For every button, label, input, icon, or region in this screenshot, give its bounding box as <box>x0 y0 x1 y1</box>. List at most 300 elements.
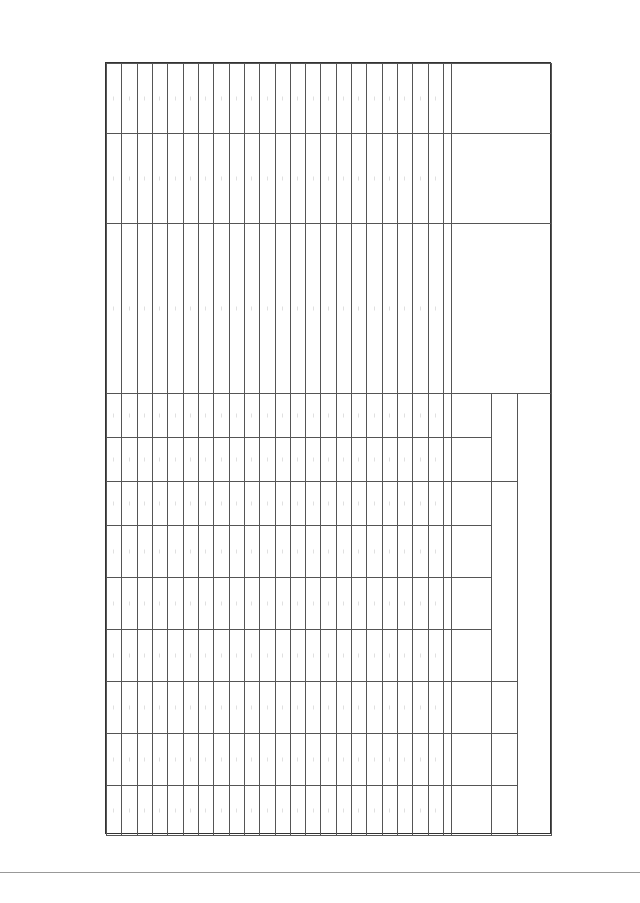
status-cell <box>168 64 183 134</box>
empty-cell-dash: — <box>250 176 256 181</box>
value-cell <box>260 786 275 836</box>
empty-cell-dash: — <box>280 757 286 762</box>
empty-cell-dash: — <box>296 601 302 606</box>
empty-cell-dash: — <box>173 457 179 462</box>
empty-cell-dash: — <box>143 501 149 506</box>
empty-cell-dash: — <box>189 808 195 813</box>
value-cell <box>260 682 275 734</box>
empty-cell-dash: — <box>143 808 149 813</box>
value-cell <box>306 630 321 682</box>
column-number <box>444 682 452 734</box>
table-row <box>352 64 367 836</box>
empty-cell-dash: — <box>143 413 149 418</box>
value-cell <box>413 682 428 734</box>
column-number <box>444 734 452 786</box>
empty-cell-dash: — <box>143 601 149 606</box>
value-cell <box>382 482 397 526</box>
empty-cell-dash: — <box>280 457 286 462</box>
empty-cell-dash: — <box>219 757 225 762</box>
empty-cell-dash: — <box>372 176 378 181</box>
program-cell <box>183 134 198 224</box>
table-row <box>382 64 397 836</box>
value-cell <box>183 578 198 630</box>
value-cell <box>382 438 397 482</box>
empty-cell-dash: — <box>250 457 256 462</box>
empty-cell-dash: — <box>388 705 394 710</box>
empty-cell-dash: — <box>418 601 424 606</box>
item-cell <box>199 224 214 394</box>
empty-cell-dash: — <box>112 176 118 181</box>
status-cell <box>352 64 367 134</box>
empty-cell-dash: — <box>219 705 225 710</box>
empty-cell-dash: — <box>112 413 118 418</box>
program-cell <box>413 134 428 224</box>
empty-cell-dash: — <box>143 96 149 101</box>
value-cell <box>336 630 351 682</box>
empty-cell-dash: — <box>265 549 271 554</box>
value-cell <box>229 630 244 682</box>
empty-cell-dash: — <box>265 413 271 418</box>
item-cell <box>382 224 397 394</box>
value-cell <box>306 394 321 438</box>
value-cell <box>428 578 443 630</box>
empty-cell-dash: — <box>219 96 225 101</box>
program-cell <box>199 134 214 224</box>
value-cell <box>183 394 198 438</box>
value-cell <box>107 682 122 734</box>
empty-cell-dash: — <box>326 96 332 101</box>
item-cell <box>306 224 321 394</box>
empty-cell-dash: — <box>204 306 210 311</box>
table-row <box>199 64 214 836</box>
value-cell <box>290 786 305 836</box>
empty-cell-dash: — <box>250 705 256 710</box>
value-cell <box>153 438 168 482</box>
item-cell <box>275 224 290 394</box>
value-cell <box>153 786 168 836</box>
value-cell <box>321 734 336 786</box>
header-sub-6 <box>452 630 492 682</box>
empty-cell-dash: — <box>173 306 179 311</box>
value-cell <box>321 682 336 734</box>
budget-table-rotated <box>106 63 552 835</box>
empty-cell-dash: — <box>219 413 225 418</box>
empty-cell-dash: — <box>403 601 409 606</box>
empty-cell-dash: — <box>403 501 409 506</box>
empty-cell-dash: — <box>219 457 225 462</box>
empty-cell-dash: — <box>219 549 225 554</box>
value-cell <box>199 438 214 482</box>
empty-cell-dash: — <box>296 808 302 813</box>
value-cell <box>352 438 367 482</box>
value-cell <box>352 482 367 526</box>
empty-cell-dash: — <box>112 601 118 606</box>
empty-cell-dash: — <box>418 705 424 710</box>
empty-cell-dash: — <box>326 601 332 606</box>
empty-cell-dash: — <box>357 413 363 418</box>
empty-cell-dash: — <box>250 501 256 506</box>
empty-cell-dash: — <box>388 757 394 762</box>
empty-cell-dash: — <box>280 653 286 658</box>
empty-cell-dash: — <box>311 501 317 506</box>
empty-cell-dash: — <box>342 501 348 506</box>
status-cell <box>260 64 275 134</box>
status-cell <box>321 64 336 134</box>
empty-cell-dash: — <box>143 757 149 762</box>
value-cell <box>214 682 229 734</box>
empty-cell-dash: — <box>434 457 440 462</box>
empty-cell-dash: — <box>388 601 394 606</box>
empty-cell-dash: — <box>158 549 164 554</box>
value-cell <box>367 630 382 682</box>
item-cell <box>367 224 382 394</box>
value-cell <box>321 526 336 578</box>
value-cell <box>168 438 183 482</box>
value-cell <box>229 438 244 482</box>
empty-cell-dash: — <box>204 501 210 506</box>
value-cell <box>352 578 367 630</box>
value-cell <box>413 734 428 786</box>
value-cell <box>183 482 198 526</box>
empty-cell-dash: — <box>280 306 286 311</box>
value-cell <box>122 394 137 438</box>
value-cell <box>122 682 137 734</box>
status-cell <box>183 64 198 134</box>
status-cell <box>290 64 305 134</box>
empty-cell-dash: — <box>173 757 179 762</box>
value-cell <box>382 578 397 630</box>
empty-cell-dash: — <box>372 601 378 606</box>
value-cell <box>367 734 382 786</box>
table-row <box>229 64 244 836</box>
empty-cell-dash: — <box>418 457 424 462</box>
empty-cell-dash: — <box>234 808 240 813</box>
header-sub-1 <box>452 394 492 438</box>
value-cell <box>290 482 305 526</box>
value-cell <box>352 734 367 786</box>
empty-cell-dash: — <box>265 601 271 606</box>
value-cell <box>306 734 321 786</box>
value-cell <box>275 734 290 786</box>
empty-cell-dash: — <box>250 413 256 418</box>
empty-cell-dash: — <box>311 413 317 418</box>
item-cell <box>321 224 336 394</box>
value-cell <box>336 482 351 526</box>
program-cell <box>382 134 397 224</box>
empty-cell-dash: — <box>127 601 133 606</box>
value-cell <box>398 578 413 630</box>
empty-cell-dash: — <box>219 808 225 813</box>
empty-cell-dash: — <box>204 176 210 181</box>
empty-cell-dash: — <box>372 757 378 762</box>
value-cell <box>428 482 443 526</box>
table-row <box>413 64 428 836</box>
program-cell <box>336 134 351 224</box>
table-row <box>168 64 183 836</box>
empty-cell-dash: — <box>204 705 210 710</box>
header-expenses <box>518 394 552 836</box>
empty-cell-dash: — <box>372 306 378 311</box>
header-sub-4 <box>452 526 492 578</box>
empty-cell-dash: — <box>372 653 378 658</box>
empty-cell-dash: — <box>372 413 378 418</box>
empty-cell-dash: — <box>311 306 317 311</box>
value-cell <box>306 438 321 482</box>
value-cell <box>214 394 229 438</box>
program-cell <box>352 134 367 224</box>
empty-cell-dash: — <box>127 96 133 101</box>
table-row <box>107 64 122 836</box>
empty-cell-dash: — <box>342 413 348 418</box>
empty-cell-dash: — <box>418 808 424 813</box>
footer-rule <box>0 872 640 873</box>
item-cell <box>428 224 443 394</box>
value-cell <box>137 526 152 578</box>
table-body <box>107 64 444 836</box>
empty-cell-dash: — <box>250 653 256 658</box>
empty-cell-dash: — <box>173 705 179 710</box>
empty-cell-dash: — <box>173 96 179 101</box>
empty-cell-dash: — <box>326 549 332 554</box>
empty-cell-dash: — <box>112 705 118 710</box>
table-row <box>367 64 382 836</box>
value-cell <box>290 630 305 682</box>
value-cell <box>413 438 428 482</box>
value-cell <box>122 526 137 578</box>
value-cell <box>153 734 168 786</box>
empty-cell-dash: — <box>388 653 394 658</box>
column-number <box>444 134 452 224</box>
status-cell <box>428 64 443 134</box>
empty-cell-dash: — <box>127 306 133 311</box>
program-cell <box>260 134 275 224</box>
empty-cell-dash: — <box>372 501 378 506</box>
empty-cell-dash: — <box>173 653 179 658</box>
value-cell <box>428 394 443 438</box>
value-cell <box>244 438 259 482</box>
value-cell <box>290 734 305 786</box>
empty-cell-dash: — <box>112 757 118 762</box>
empty-cell-dash: — <box>112 306 118 311</box>
empty-cell-dash: — <box>357 601 363 606</box>
empty-cell-dash: — <box>265 501 271 506</box>
empty-cell-dash: — <box>158 501 164 506</box>
item-cell <box>214 224 229 394</box>
header-sub-3 <box>452 482 492 526</box>
value-cell <box>275 526 290 578</box>
value-cell <box>413 786 428 836</box>
value-cell <box>229 526 244 578</box>
empty-cell-dash: — <box>388 808 394 813</box>
empty-cell-dash: — <box>434 96 440 101</box>
status-cell <box>306 64 321 134</box>
column-number <box>444 224 452 394</box>
value-cell <box>137 786 152 836</box>
empty-cell-dash: — <box>143 549 149 554</box>
value-cell <box>122 482 137 526</box>
empty-cell-dash: — <box>296 176 302 181</box>
empty-cell-dash: — <box>403 549 409 554</box>
value-cell <box>244 734 259 786</box>
empty-cell-dash: — <box>158 176 164 181</box>
empty-cell-dash: — <box>280 413 286 418</box>
value-cell <box>290 578 305 630</box>
value-cell <box>321 786 336 836</box>
table-row <box>214 64 229 836</box>
table-row <box>183 64 198 836</box>
empty-cell-dash: — <box>403 757 409 762</box>
value-cell <box>137 482 152 526</box>
empty-cell-dash: — <box>418 413 424 418</box>
value-cell <box>275 394 290 438</box>
value-cell <box>321 438 336 482</box>
empty-cell-dash: — <box>296 757 302 762</box>
empty-cell-dash: — <box>357 306 363 311</box>
value-cell <box>428 630 443 682</box>
empty-cell-dash: — <box>434 808 440 813</box>
value-cell <box>107 394 122 438</box>
empty-cell-dash: — <box>280 501 286 506</box>
empty-cell-dash: — <box>127 457 133 462</box>
budget-table-frame <box>105 62 551 834</box>
empty-cell-dash: — <box>173 549 179 554</box>
item-cell <box>398 224 413 394</box>
header-sub-7 <box>452 682 492 734</box>
item-cell <box>244 224 259 394</box>
empty-cell-dash: — <box>204 808 210 813</box>
table-row <box>290 64 305 836</box>
empty-cell-dash: — <box>189 757 195 762</box>
value-cell <box>244 682 259 734</box>
empty-cell-dash: — <box>158 96 164 101</box>
value-cell <box>367 682 382 734</box>
empty-cell-dash: — <box>173 176 179 181</box>
table-row <box>398 64 413 836</box>
status-cell <box>107 64 122 134</box>
empty-cell-dash: — <box>280 549 286 554</box>
empty-cell-dash: — <box>296 413 302 418</box>
header-total <box>492 394 518 482</box>
value-cell <box>290 682 305 734</box>
item-cell <box>183 224 198 394</box>
value-cell <box>183 734 198 786</box>
status-cell <box>122 64 137 134</box>
value-cell <box>229 394 244 438</box>
status-cell <box>336 64 351 134</box>
value-cell <box>367 786 382 836</box>
value-cell <box>153 578 168 630</box>
empty-cell-dash: — <box>357 549 363 554</box>
empty-cell-dash: — <box>158 757 164 762</box>
empty-cell-dash: — <box>143 176 149 181</box>
empty-cell-dash: — <box>403 306 409 311</box>
value-cell <box>107 734 122 786</box>
empty-cell-dash: — <box>189 601 195 606</box>
table-row <box>275 64 290 836</box>
empty-cell-dash: — <box>250 601 256 606</box>
value-cell <box>168 682 183 734</box>
table-row <box>137 64 152 836</box>
empty-cell-dash: — <box>189 501 195 506</box>
value-cell <box>214 482 229 526</box>
value-cell <box>352 682 367 734</box>
column-number <box>444 526 452 578</box>
value-cell <box>260 482 275 526</box>
header-sub-9 <box>452 786 492 836</box>
value-cell <box>168 630 183 682</box>
value-cell <box>199 682 214 734</box>
status-cell <box>398 64 413 134</box>
empty-cell-dash: — <box>342 306 348 311</box>
value-cell <box>153 482 168 526</box>
empty-cell-dash: — <box>357 457 363 462</box>
empty-cell-dash: — <box>357 808 363 813</box>
value-cell <box>321 578 336 630</box>
value-cell <box>107 578 122 630</box>
empty-cell-dash: — <box>158 601 164 606</box>
value-cell <box>107 438 122 482</box>
empty-cell-dash: — <box>418 176 424 181</box>
empty-cell-dash: — <box>280 176 286 181</box>
value-cell <box>122 630 137 682</box>
value-cell <box>398 394 413 438</box>
value-cell <box>137 438 152 482</box>
value-cell <box>107 526 122 578</box>
empty-cell-dash: — <box>326 757 332 762</box>
empty-cell-dash: — <box>280 808 286 813</box>
value-cell <box>107 786 122 836</box>
empty-cell-dash: — <box>112 457 118 462</box>
program-cell <box>290 134 305 224</box>
value-cell <box>382 630 397 682</box>
empty-cell-dash: — <box>204 757 210 762</box>
budget-table <box>106 63 552 836</box>
value-cell <box>122 734 137 786</box>
column-number <box>444 786 452 836</box>
value-cell <box>413 630 428 682</box>
empty-cell-dash: — <box>265 653 271 658</box>
value-cell <box>199 482 214 526</box>
empty-cell-dash: — <box>326 501 332 506</box>
empty-cell-dash: — <box>357 757 363 762</box>
value-cell <box>367 394 382 438</box>
value-cell <box>137 630 152 682</box>
value-cell <box>306 482 321 526</box>
value-cell <box>214 630 229 682</box>
value-cell <box>122 578 137 630</box>
empty-cell-dash: — <box>418 549 424 554</box>
empty-cell-dash: — <box>265 457 271 462</box>
value-cell <box>367 526 382 578</box>
status-cell <box>275 64 290 134</box>
empty-cell-dash: — <box>326 808 332 813</box>
empty-cell-dash: — <box>234 653 240 658</box>
value-cell <box>413 578 428 630</box>
program-cell <box>153 134 168 224</box>
empty-cell-dash: — <box>173 413 179 418</box>
empty-cell-dash: — <box>127 705 133 710</box>
empty-cell-dash: — <box>342 457 348 462</box>
empty-cell-dash: — <box>342 653 348 658</box>
item-cell <box>229 224 244 394</box>
empty-cell-dash: — <box>204 549 210 554</box>
value-cell <box>153 526 168 578</box>
empty-cell-dash: — <box>219 501 225 506</box>
empty-cell-dash: — <box>388 413 394 418</box>
empty-cell-dash: — <box>204 653 210 658</box>
empty-cell-dash: — <box>311 808 317 813</box>
empty-cell-dash: — <box>204 413 210 418</box>
